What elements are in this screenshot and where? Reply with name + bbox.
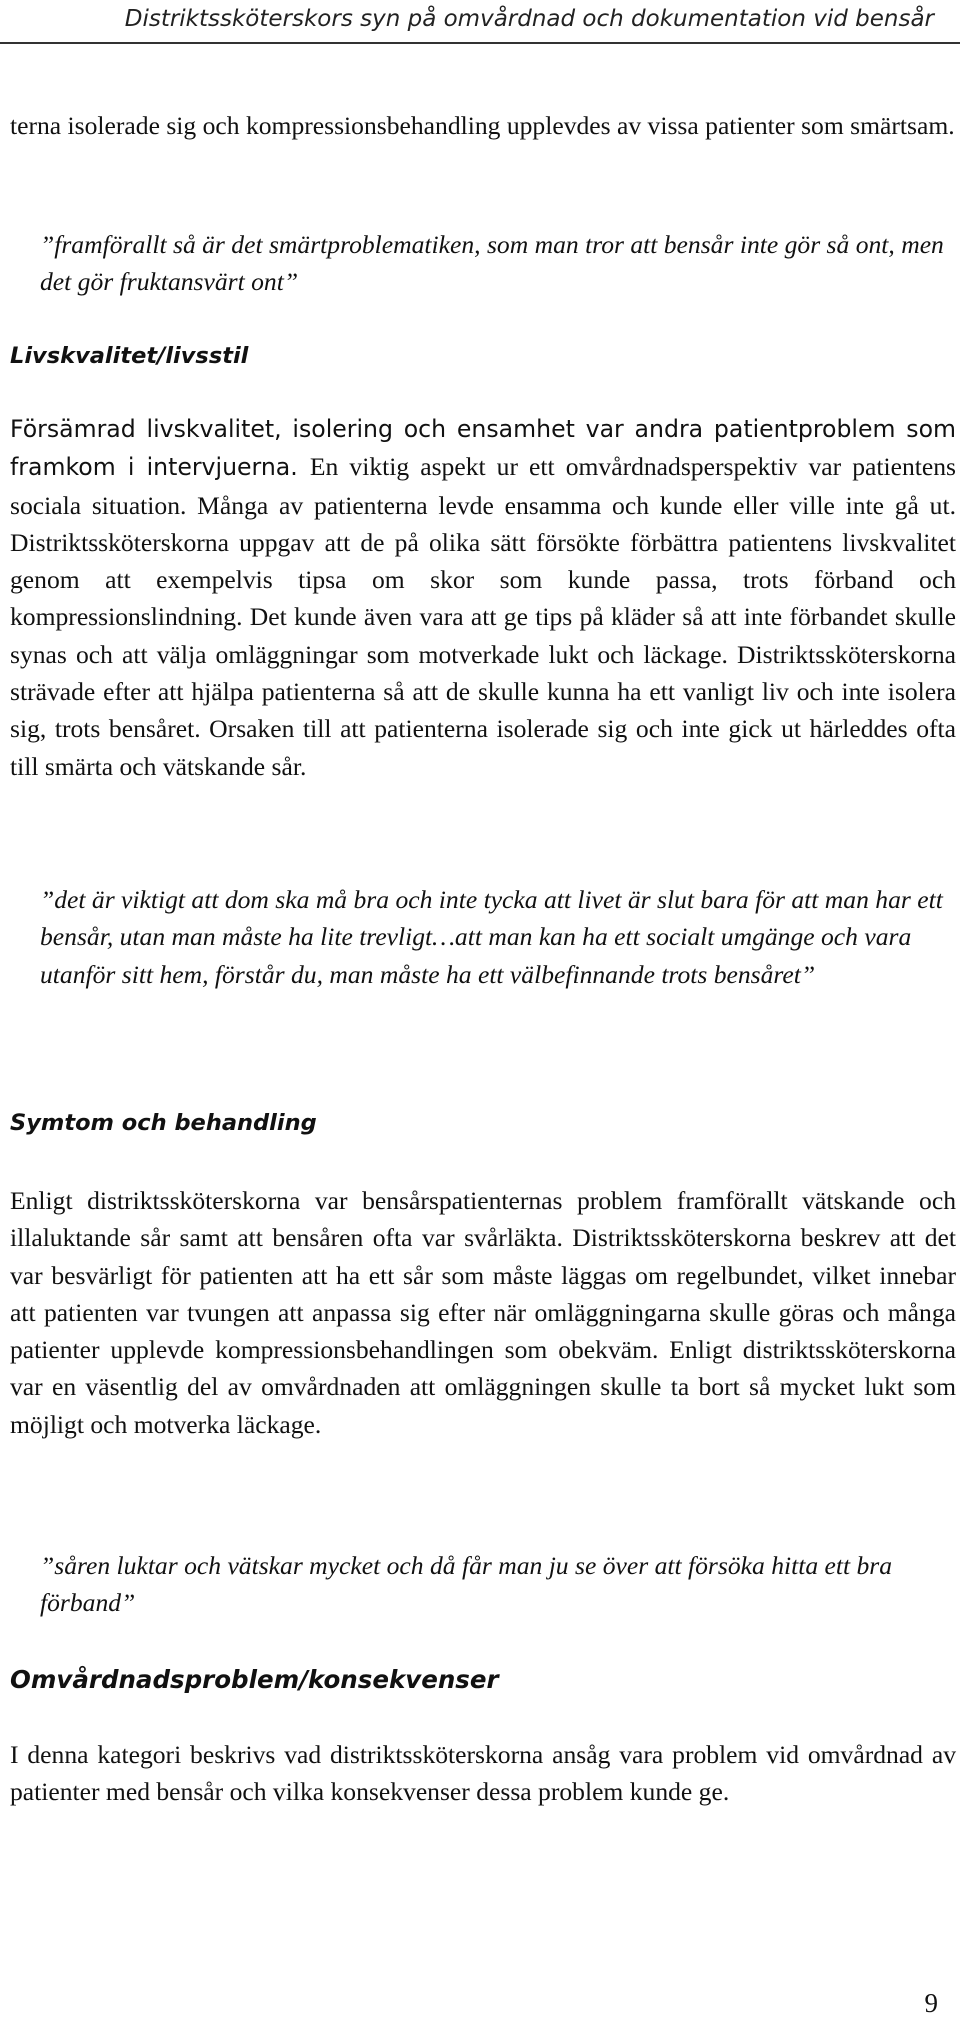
page-number: 9 [924, 1988, 938, 2018]
heading-livskvalitet: Livskvalitet/livsstil [10, 343, 249, 369]
paragraph-livskvalitet-body: En viktig aspekt ur ett omvårdnadsperspektiv var patientens sociala situation. Många av patienterna levde ensamma och kunde eller ville inte gå ut. Distriktssköterskorna uppgav att de på olika sätt försökte förbättra patientens livskvalitet genom att exempelvis tipsa om skor som kunde passa, trots förband och kompressionslindning. Det kunde även vara att ge tips på kläder så att inte förbandet skulle synas och att välja omläggningar som motverkade lukt och läckage. Distriktssköterskorna strävade efter att hjälpa patienterna så att de skulle kunna ha ett vanligt liv och inte isolera sig, trots bensåret. Orsaken till att patienterna isolerade sig och inte gick ut härleddes ofta till smärta och vätskande sår. [10, 452, 956, 781]
paragraph-symtom: Enligt distriktssköterskorna var bensårspatienternas problem framförallt vätskande och illaluktande sår samt att bensåren ofta var svårläkta. Distriktssköterskorna beskrev att det var besvärligt för patienten att ha ett sår som måste läggas om regelbundet, vilket innebar att patienten var tvungen att anpassa sig efter när omläggningarna skulle göras och många patienter upplevde kompressionsbehandlingen som obekväm. Enligt distriktssköterskorna var en väsentlig del av omvårdnaden att omläggningen skulle ta bort så mycket lukt som möjligt och motverka läckage. [10, 1186, 956, 1439]
paragraph-intro: terna isolerade sig och kompressionsbehandling upplevdes av vissa patienter som smärtsam. [10, 111, 955, 140]
paragraph-livskvalitet-lead: Försämrad livskvalitet, isolering och ensamhet var andra patientproblem som framkom i intervjuerna. [10, 415, 956, 482]
heading-symtom: Symtom och behandling [10, 1110, 317, 1136]
heading-omvardnadsproblem: Omvårdnadsproblem/konsekvenser [10, 1665, 499, 1694]
running-header [0, 0, 960, 56]
header-rule [0, 42, 960, 44]
quote-valbefinnande: ”det är viktigt att dom ska må bra och inte tycka att livet är slut bara för att man har ett bensår, utan man måste ha lite trevligt…att man kan ha ett socialt umgänge och vara utanför sitt hem, förstår du, man måste ha ett välbefinnande trots bensåret” [40, 885, 943, 989]
paragraph-omvardnadsproblem: I denna kategori beskrivs vad distriktssköterskorna ansåg vara problem vid omvårdnad av patienter med bensår och vilka konsekvenser dessa problem kunde ge. [10, 1740, 956, 1807]
quote-forband: ”såren luktar och vätskar mycket och då får man ju se över att försöka hitta ett bra förband” [40, 1551, 893, 1618]
quote-smarta: ”framförallt så är det smärtproblematiken, som man tror att bensår inte gör så ont, men det gör fruktansvärt ont” [40, 230, 944, 297]
paragraph-livskvalitet [10, 410, 956, 785]
running-title: Distriktssköterskors syn på omvårdnad och dokumentation vid bensår [124, 6, 934, 32]
